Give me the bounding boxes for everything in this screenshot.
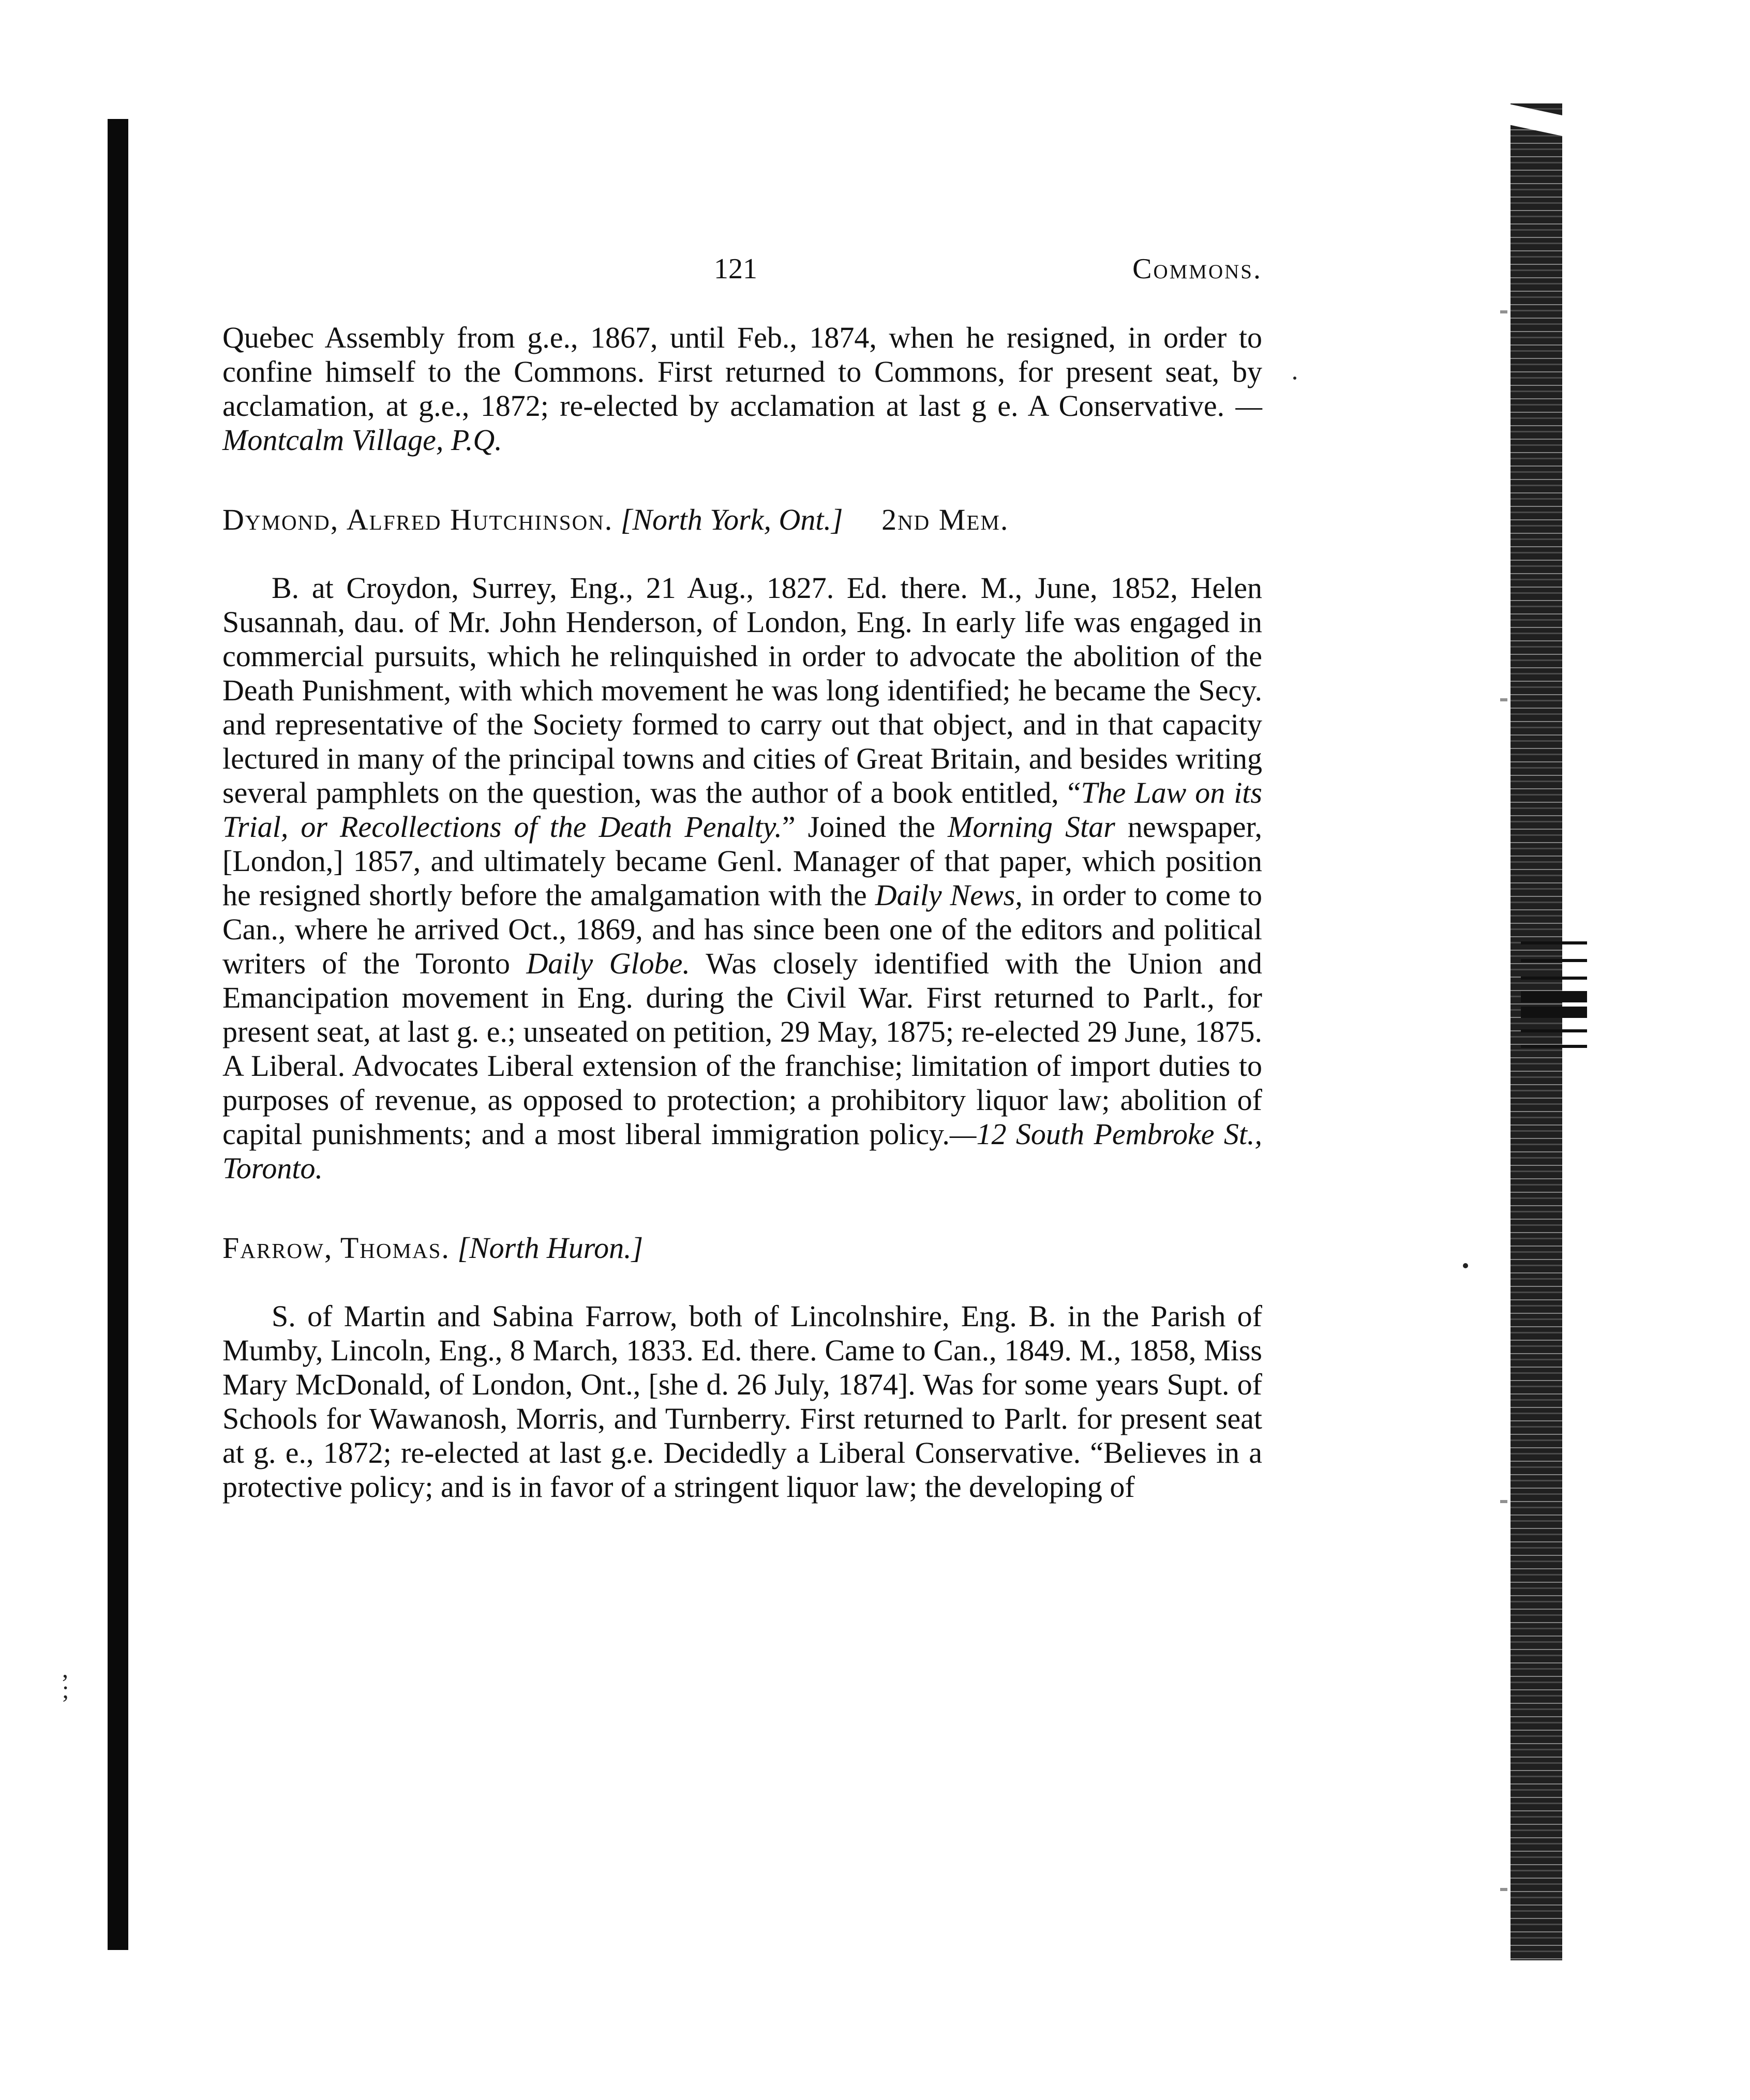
newspaper-title: Daily News,: [875, 878, 1023, 912]
entry-member: 2nd Mem.: [881, 503, 1009, 536]
continued-paragraph-text: Quebec Assembly from g.e., 1867, until Feb., 1874, when he resigned, in order to confine himself to the Commons. First returned to Commons, for present seat, by acclamation, at g.e., 1872; re-elected by acclamation at last g e. A Conservative.: [222, 321, 1262, 423]
scan-speck: [1463, 1263, 1468, 1268]
entry-address: —12 South Pembroke St., Toronto.: [222, 1117, 1263, 1185]
scan-margin-mark: ;: [62, 1676, 69, 1704]
entry-body-text: B. at Croydon, Surrey, Eng., 21 Aug., 1827. Ed. there. M., June, 1852, Helen Susannah, dau. of Mr. John Henderson, of London, Eng. In early life was engaged in commercial pursuits, which he relinquished in order to advocate the abolition of the Death Punishment, with which movement he was long identified; he became the Secy. and representative of the Society formed to carry out that object, and in that capacity lectured in many of the principal towns and cities of Great Britain, and besides writing several pamphlets on the question, was the author of a book entitled, “: [222, 571, 1262, 809]
entry-given-names: Thomas.: [340, 1231, 450, 1265]
entry-heading-farrow: [222, 1231, 1262, 1265]
entry-seat: [North Huron.]: [457, 1231, 644, 1265]
scan-margin-tick-marks: [1521, 941, 1587, 1060]
continued-paragraph: [222, 321, 1262, 457]
entry-body-dymond: [222, 571, 1262, 1186]
newspaper-title: Daily Globe.: [526, 947, 690, 980]
entry-body-farrow: [222, 1299, 1262, 1504]
book-title: The Law on its Trial, or Recollections of the Death Penalty.: [222, 776, 1262, 844]
entry-body-text: Was closely identified with the Union and Emancipation movement in Eng. during the Civil War. First returned to Parlt., for present seat, at last g. e.; unseated on petition, 29 May, 1875; re-elected 29 June, 1875. A Liberal. Advocates Liberal extension of the franchise; limitation of import duties to purposes of revenue, as opposed to protection; a prohibitory liquor law; abolition of capital punishments; and a most liberal immigration policy.: [222, 947, 1263, 1151]
newspaper-title: Morning Star: [948, 810, 1115, 844]
entry-body-text: S. of Martin and Sabina Farrow, both of Lincolnshire, Eng. B. in the Parish of Mumby, Lincoln, Eng., 8 March, 1833. Ed. there. Came to Can., 1849. M., 1858, Miss Mary McDonald, of London, Ont., [she d. 26 July, 1874]. Was for some years Supt. of Schools for Wawanosh, Morris, and Turnberry. First returned to Parlt. for present seat at g. e., 1872; re-elected at last g.e. Decidedly a Liberal Conservative. “Believes in a protective policy; and is in favor of a stringent liquor law; the developing of: [222, 1299, 1262, 1504]
entry-body-text: in order to come to Can., where he arrived Oct., 1869, and has since been one of the editors and political writers of the Toronto: [222, 878, 1262, 980]
continued-paragraph-address: —Montcalm Village, P.Q.: [222, 389, 1263, 457]
entry-body-text: newspaper, [London,] 1857, and ultimately became Genl. Manager of that paper, which position he resigned shortly before the amalgamation with the: [222, 810, 1263, 912]
entry-body-text: ” Joined the: [782, 810, 948, 844]
entry-given-names: Alfred Hutchinson.: [346, 503, 614, 536]
running-head: Commons.: [1132, 253, 1262, 285]
scan-speck: [1293, 377, 1296, 380]
entry-seat: [North York, Ont.]: [620, 503, 843, 536]
entry-heading-dymond: [222, 503, 1262, 537]
page-number: 121: [714, 253, 757, 285]
scan-left-binding-edge: [108, 119, 128, 1950]
page-header: [222, 252, 1262, 294]
page-content: [222, 321, 1262, 1504]
entry-surname: Farrow,: [222, 1231, 333, 1265]
entry-surname: Dymond,: [222, 503, 339, 536]
scan-margin-mark: ,: [62, 1656, 68, 1683]
